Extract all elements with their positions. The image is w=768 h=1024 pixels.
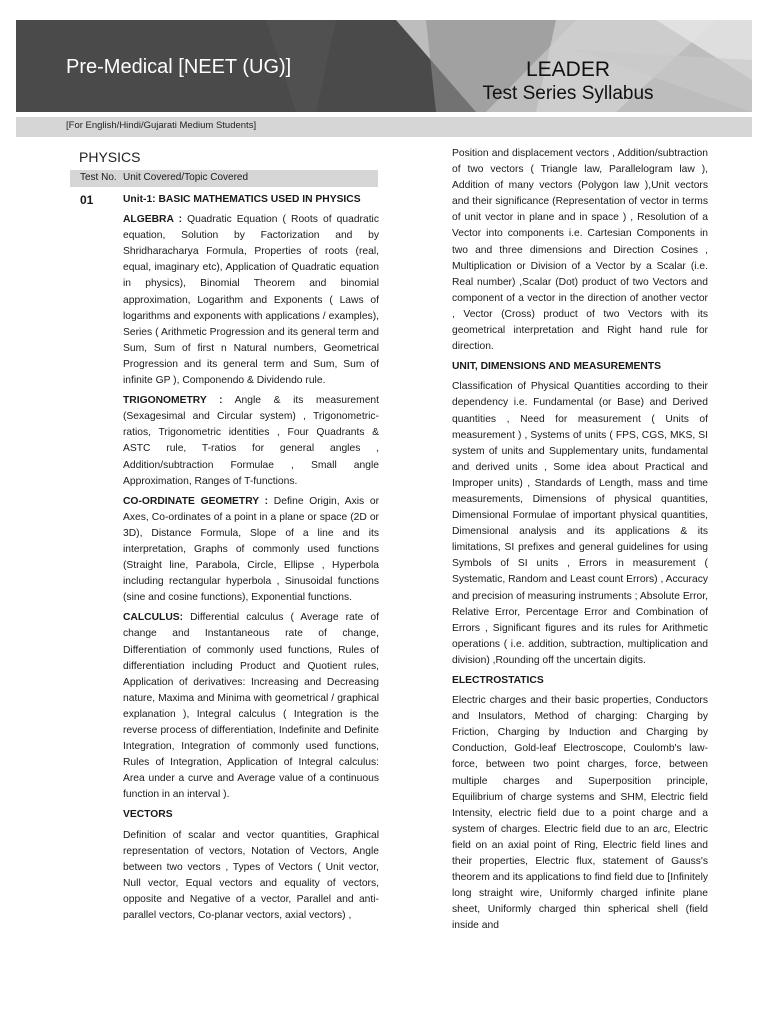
- right-column: [452, 146, 708, 935]
- trigonometry-text: Angle & its measurement (Sexagesimal and Circular system) , Trigonometric-ratios, Trigonometric identities , Four Quadrants & ASTC rule, T-ratios for general angles , Addition/subtraction Formulae , Small angle Approximation, Ranges of T-functions.: [123, 395, 380, 487]
- left-column: [123, 192, 379, 924]
- table-header: [70, 170, 378, 187]
- coordinate-paragraph: [123, 494, 379, 607]
- vectors-text: Definition of scalar and vector quantities, Graphical representation of vectors, Notation of Vectors, Angle between two vectors , Types of Vectors ( Unit vector, Null vector, Equal vectors and equality of vectors, opposite and Negative of a vector, Parallel and anti-parallel vectors, Co-planar vectors, axial vectors) ,: [123, 829, 379, 922]
- calculus-label: CALCULUS:: [123, 612, 184, 624]
- trigonometry-label: TRIGONOMETRY :: [123, 395, 223, 407]
- exam-title: Pre-Medical [NEET (UG)]: [66, 56, 292, 78]
- coordinate-text: Define Origin, Axis or Axes, Co-ordinates of a point in a plane or space (2D or 3D), Distance Formula, Slope of a line and its interpretation, Graphs of commonly used functions (Straight line, Parabola, Circle, Ellipse , Hyperbola including rectangular hyperbola , Sinusoidal functions (sine and cosine functions), Exponential functions.: [123, 495, 380, 604]
- units-text: Classification of Physical Quantities according to their dependency i.e. Fundamental (or Base) and Derived quantities , Need for measurement ( Units of measurement ) , Systems of units ( FPS, CGS, MKS, SI system of units and Supplementary units, fundamental and derived units , Some idea about Practical and Improper units) , Standards of Length, mass and time measurements, Dimensions of physical quantities, Dimensional Formulae of important physical quantities, Dimensional analysis and its applications & its limitations, SI prefixes and general guidelines for using Symbols of SI units , Errors in measurement ( Systematic, Random and Least count Errors) , Accuracy and precision of measuring instruments ; Absolute Error, Relative Error, Percentage Error and Combination of Errors , Significant figures and its rules for Arithmetic operations ( i.e. addition, subtraction, multiplication and division) ,Rounding off the uncertain digits.: [452, 381, 708, 666]
- syllabus-title: Test Series Syllabus: [482, 83, 654, 104]
- test-number: 01: [80, 193, 94, 207]
- header-banner: [16, 20, 752, 112]
- section-title: PHYSICS: [79, 149, 141, 165]
- medium-note-bar: [16, 117, 752, 137]
- units-heading: UNIT, DIMENSIONS AND MEASUREMENTS: [452, 361, 661, 373]
- vectors-heading: VECTORS: [123, 809, 173, 821]
- unit-title: Unit-1: BASIC MATHEMATICS USED IN PHYSICS: [123, 194, 361, 205]
- brand-name: LEADER: [525, 58, 611, 81]
- vectors-continued: Position and displacement vectors , Addition/subtraction of two vectors ( Triangle law, Parallelogram law ), Addition of many vectors (Polygon law ),Unit vectors and their significance (Representation of vector in terms of unit vector in plane and in space ) , Resolution of a Vector into components i.e. Cartesian Components in two and three dimensions and Direction Cosines , Multiplication or Division of a Vector by a Scalar (i.e. Real number) ,Scalar (Dot) product of two Vectors and component of a vector in the direction of another vector , Vector (Cross) product of two Vectors with its geometrical interpretation and Right hand rule for direction.: [452, 148, 708, 353]
- algebra-label: ALGEBRA :: [123, 214, 183, 226]
- electrostatics-text: Electric charges and their basic properties, Conductors and Insulators, Method of charging: Charging by Friction, Charging by Induction and Charging by Conduction, Gold-leaf Electroscope, Coulomb's law-force, between two point charges, force, between multiple charges and Superposition principle, Equilibrium of charge systems and SHM, Electric field Intensity, electric field due to a point charge and a system of charges. Electric field due to an arc, Electric field on an axial point of Ring, Electric field lines and their properties, Electric flux, statement of Gauss's theorem and its applications to find field due to [Infinitely long straight wire, Uniformly charged infinite plane sheet, Uniformly charged thin spherical shell (field inside and: [452, 695, 708, 932]
- col-test-no: Test No.: [80, 172, 117, 183]
- calculus-text: Differential calculus ( Average rate of change and Instantaneous rate of change, Differentiation of commonly used functions, Rules of differentiation including Product and Quotient rules, Application of derivatives: Increasing and Decreasing nature, Maxima and Minima with geometrical / graphical explanation ), Integral calculus ( Integration is the reverse process of differentiation, Indefinite and Definite Integration, Integration of commonly used functions, Rules of Integration, Application of Integral calculus: Area under a curve and Average value of a continuous function in an interval ).: [123, 612, 379, 801]
- algebra-text: Quadratic Equation ( Roots of quadratic equation, Solution by Factorization and by Shridharacharya Formula, Properties of roots (real, equal, imaginary etc), Application of Quadratic equation in physics), Binomial Theorem and binomial approximation, Logarithm and Exponents ( Laws of logarithms and exponents with applications / examples), Series ( Arithmetic Progression and its general term and Sum, Sum of first n Natural numbers, Geometrical Progression and its general term and Sum, Sum of infinite GP ), Componendo & Dividendo rule.: [123, 214, 379, 387]
- col-unit: Unit Covered/Topic Covered: [123, 172, 249, 183]
- algebra-paragraph: [123, 212, 379, 389]
- calculus-paragraph: [123, 610, 379, 803]
- medium-note: [For English/Hindi/Gujarati Medium Students]: [66, 120, 257, 131]
- brand-block: [468, 58, 668, 106]
- trigonometry-paragraph: [123, 393, 379, 490]
- coordinate-label: CO-ORDINATE GEOMETRY :: [123, 495, 269, 507]
- electrostatics-heading: ELECTROSTATICS: [452, 675, 544, 686]
